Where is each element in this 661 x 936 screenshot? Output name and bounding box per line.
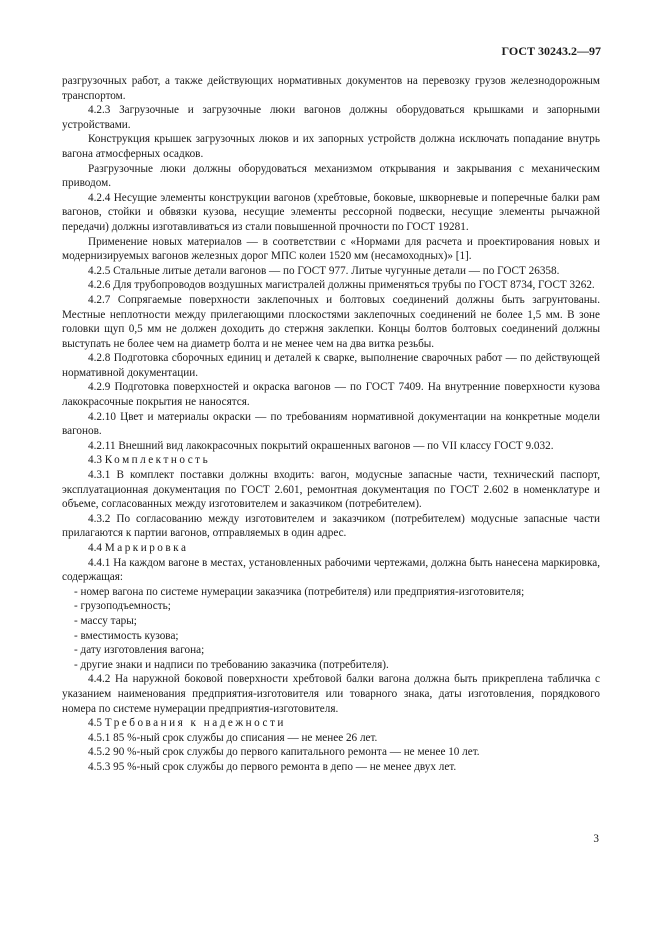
section-number: 4.4 (88, 542, 102, 554)
list-item: - дату изготовления вагона; (74, 644, 205, 657)
paragraph: 4.5.2 90 %-ный срок службы до первого капитального ремонта — не менее 10 лет. (88, 746, 480, 759)
section-heading-4-4 (62, 541, 600, 556)
paragraph: Конструкция крышек загрузочных люков и их запорных устройств должна исключать попадание внутрь вагона атмосферных осадков. (62, 133, 600, 160)
paragraph: 4.2.11 Внешний вид лакокрасочных покрытий окрашенных вагонов — по VII классу ГОСТ 9.032. (88, 439, 554, 452)
paragraph: 4.2.7 Сопрягаемые поверхности заклепочных и болтовых соединений должны быть загрунтованы. Местные неплотности между прилегающими плоскостями заклепочных соединений не более 1,5 мм. В зоне головки щуп 0,5 мм не должен доходить до стержня заклепки. Концы болтов болтовых соединений должны выступать не более чем на диаметр болта и не менее чем на два витка резьбы. (62, 293, 600, 350)
section-title: Требования к надежности (104, 717, 286, 730)
page-number: 3 (593, 833, 599, 845)
paragraph: 4.2.6 Для трубопроводов воздушных магистралей должны применяться трубы по ГОСТ 8734, ГОСТ 3262. (88, 279, 595, 292)
paragraph: 4.4.1 На каждом вагоне в местах, установленных рабочими чертежами, должна быть нанесена маркировка, содержащая: (62, 556, 600, 584)
list-item: - номер вагона по системе нумерации заказчика (потребителя) или предприятия-изготовителя; (74, 585, 525, 598)
paragraph: 4.2.8 Подготовка сборочных единиц и деталей к сварке, выполнение сварочных работ — по действующей нормативной документации. (62, 352, 600, 379)
paragraph: Применение новых материалов — в соответствии с «Нормами для расчета и проектирования новых и модернизируемых вагонов железных дорог МПС колеи 1520 мм (несамоходных)» [1]. (62, 235, 600, 263)
document-header: ГОСТ 30243.2—97 (501, 44, 601, 58)
section-title: Маркировка (104, 542, 189, 554)
paragraph: Разгрузочные люки должны оборудоваться механизмом открывания и закрывания с механическим приводом. (62, 162, 600, 190)
list-item: - другие знаки и надписи по требованию заказчика (потребителя). (74, 658, 389, 671)
paragraph: 4.2.5 Стальные литые детали вагонов — по ГОСТ 977. Литые чугунные детали — по ГОСТ 26358. (88, 264, 560, 277)
list-item: - вместимость кузова; (74, 629, 179, 642)
section-heading-4-5 (62, 716, 600, 731)
section-heading-4-3 (62, 453, 600, 468)
section-number: 4.5 (88, 717, 102, 730)
list-item: - грузоподъемность; (74, 600, 171, 613)
paragraph: 4.2.3 Загрузочные и загрузочные люки вагонов должны оборудоваться крышками и запорными устройствами. (62, 104, 600, 131)
paragraph: 4.5.1 85 %-ный срок службы до списания — не менее 26 лет. (88, 731, 378, 744)
paragraph: 4.3.1 В комплект поставки должны входить: вагон, модусные запасные части, технический паспорт, эксплуатационная документация по ГОСТ 2.601, ремонтная документация по ГОСТ 2.602 в номенклатуре и объеме, согласованных между изготовителем и заказчиком (потребителем). (62, 469, 600, 511)
page-body (62, 74, 600, 775)
list-item: - массу тары; (74, 614, 137, 627)
section-number: 4.3 (88, 454, 102, 467)
paragraph: 4.2.4 Несущие элементы конструкции вагонов (хребтовые, боковые, шкворневые и поперечные балки рам вагонов, стойки и обвязки кузова, несущие элементы рессорной подвески, несущие элементы рычажной передачи) должны изготавливаться из стали повышенной прочности по ГОСТ 19281. (62, 191, 600, 233)
paragraph: 4.3.2 По согласованию между изготовителем и заказчиком (потребителем) модусные запасные части прилагаются к партии вагонов, отправляемых в один адрес. (62, 512, 600, 540)
paragraph: 4.5.3 95 %-ный срок службы до первого ремонта в депо — не менее двух лет. (88, 760, 457, 773)
section-title: Комплектность (104, 454, 211, 467)
paragraph: 4.2.10 Цвет и материалы окраски — по требованиям нормативной документации на конкретные модели вагонов. (62, 410, 600, 438)
paragraph: разгрузочных работ, а также действующих нормативных документов на перевозку грузов железнодорожным транспортом. (62, 75, 600, 102)
paragraph: 4.2.9 Подготовка поверхностей и окраска вагонов — по ГОСТ 7409. На внутренние поверхности кузова лакокрасочные покрытия не наносятся. (62, 381, 600, 409)
paragraph: 4.4.2 На наружной боковой поверхности хребтовой балки вагона должна быть прикреплена табличка с указанием наименования предприятия-изготовителя или товарного знака, даты изготовления, порядкового номера по системе нумерации предприятия-изготовителя. (62, 673, 600, 715)
